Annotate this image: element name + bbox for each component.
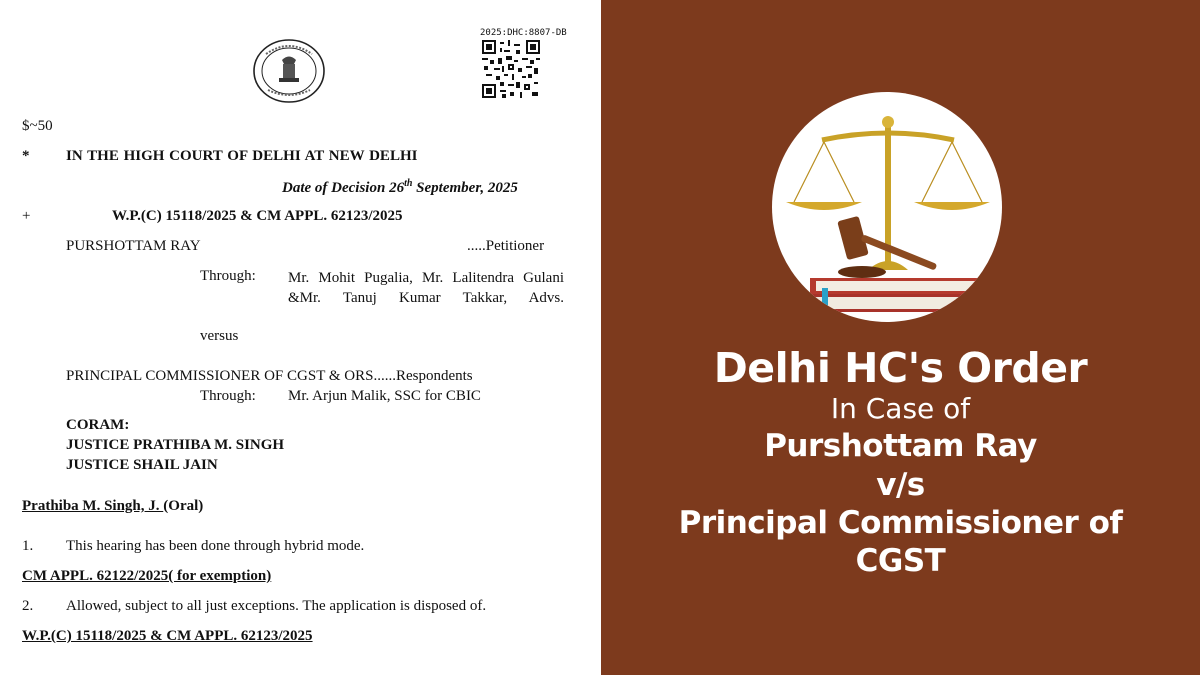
section-heading-writ-petition: W.P.(C) 15118/2025 & CM APPL. 62123/2025 <box>22 628 313 644</box>
asterisk-marker: * <box>22 148 30 164</box>
respondent-counsel: Mr. Arjun Malik, SSC for CBIC <box>288 388 481 404</box>
petitioner-name: PURSHOTTAM RAY <box>66 238 201 254</box>
para-2-number: 2. <box>22 598 34 614</box>
para-1-text: This hearing has been done through hybrid mode. <box>66 538 365 554</box>
party-respondent-line-1: Principal Commissioner of <box>678 505 1123 541</box>
petitioner-through-label: Through: <box>200 268 256 284</box>
party-respondent-line-2: CGST <box>855 543 946 579</box>
case-number: W.P.(C) 15118/2025 & CM APPL. 62123/2025 <box>112 208 403 224</box>
decision-date: Date of Decision 26th September, 2025 <box>282 178 518 196</box>
justice-prathiba-singh: JUSTICE PRATHIBA M. SINGH <box>66 437 285 453</box>
versus-text: v/s <box>876 467 925 503</box>
para-2-text: Allowed, subject to all just exceptions. The application is disposed of. <box>66 598 487 614</box>
court-title: IN THE HIGH COURT OF DELHI AT NEW DELHI <box>66 148 418 164</box>
headline-title: Delhi HC's Order <box>713 344 1088 392</box>
party-petitioner: Purshottam Ray <box>764 428 1037 464</box>
section-heading-exemption: CM APPL. 62122/2025( for exemption) <box>22 568 272 584</box>
respondent-name: PRINCIPAL COMMISSIONER OF CGST & ORS......Respondents <box>66 368 473 384</box>
coram-heading: CORAM: <box>66 417 130 433</box>
scales-of-justice-gavel-books-icon <box>772 92 1002 322</box>
petitioner-role: .....Petitioner <box>467 238 545 254</box>
versus-label: versus <box>200 328 239 344</box>
respondent-through-label: Through: <box>200 388 256 404</box>
headline-banner <box>601 0 1200 675</box>
qr-code-text: 2025:DHC:8807-DB <box>480 28 567 38</box>
author-line: Prathiba M. Singh, J. (Oral) <box>22 498 204 514</box>
para-1-number: 1. <box>22 538 34 554</box>
case-reference: $~50 <box>22 118 53 134</box>
petitioner-counsel: Mr. Mohit Pugalia, Mr. Lalitendra Gulani &Mr. Tanuj Kumar Takkar, Advs. <box>288 270 564 306</box>
justice-illustration <box>772 92 1002 322</box>
justice-shail-jain: JUSTICE SHAIL JAIN <box>66 457 218 473</box>
high-court-seal-icon <box>252 38 326 104</box>
headline-subtitle: In Case of <box>830 392 971 425</box>
qr-code-icon <box>482 40 540 98</box>
plus-marker: + <box>22 208 31 224</box>
